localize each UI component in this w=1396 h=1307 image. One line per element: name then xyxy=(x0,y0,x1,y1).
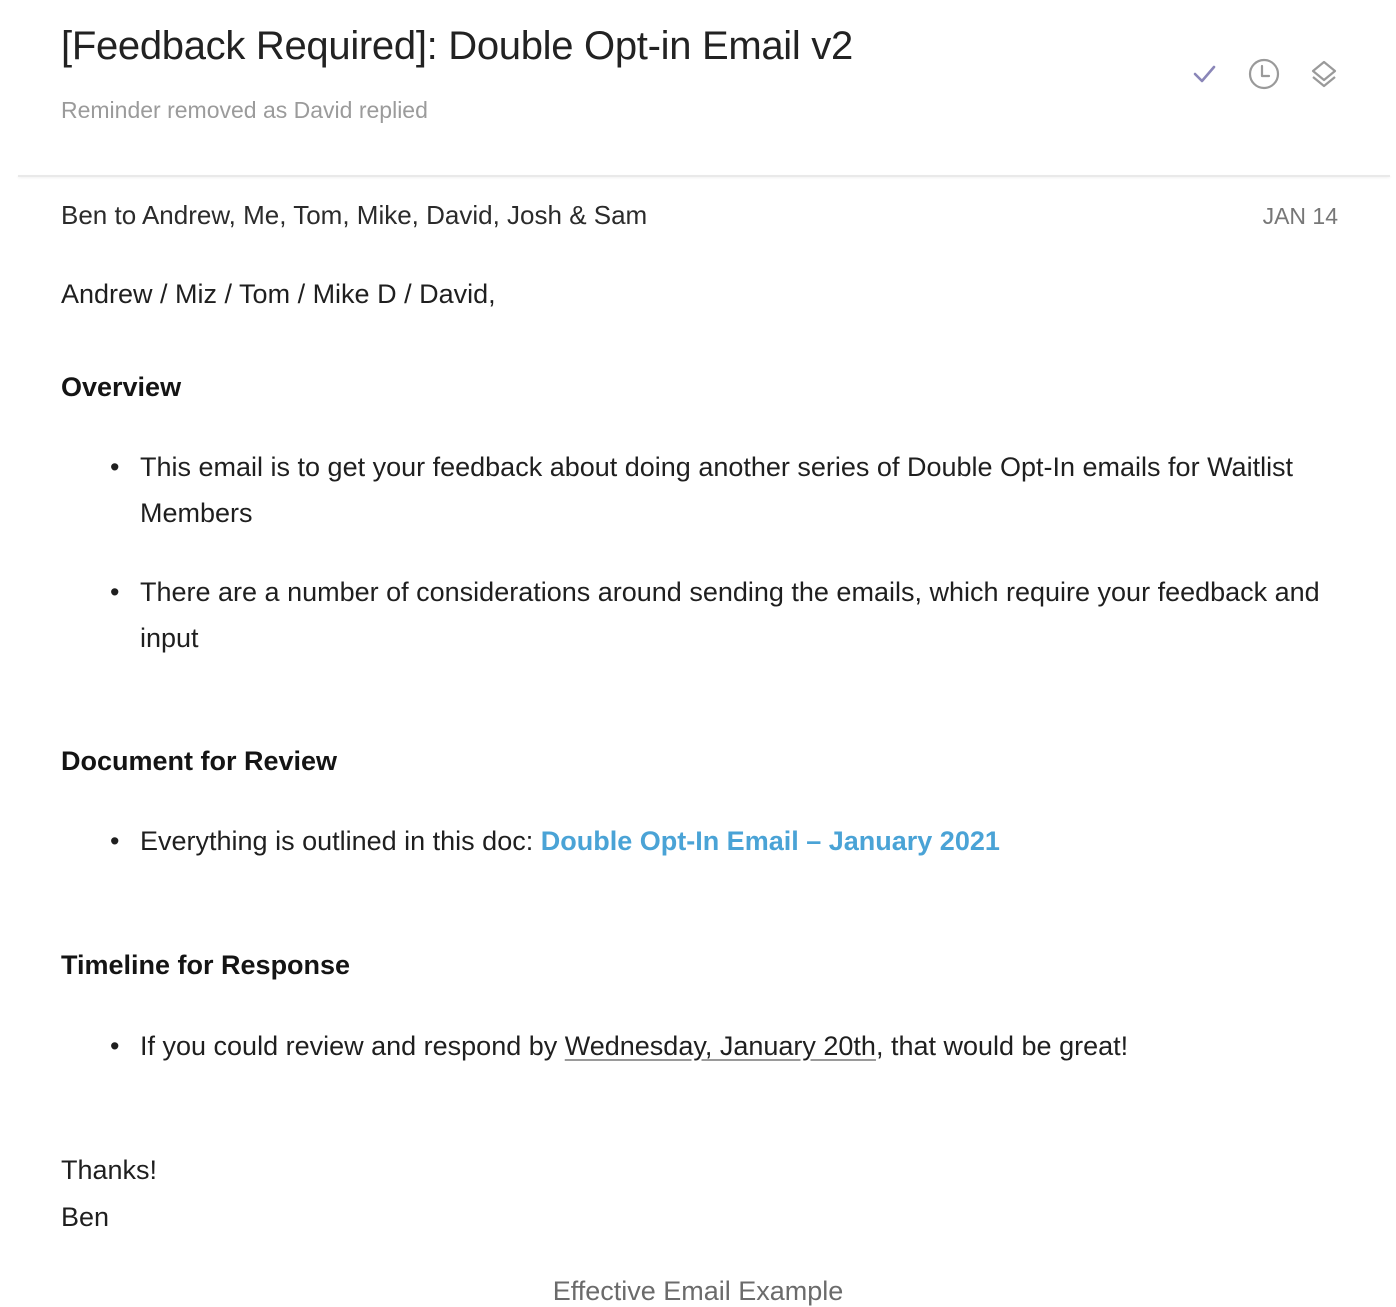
greeting: Andrew / Miz / Tom / Mike D / David, xyxy=(61,279,496,309)
list-item xyxy=(110,1023,1330,1069)
section-heading-timeline: Timeline for Response xyxy=(61,950,351,980)
message-date: JAN 14 xyxy=(1262,203,1338,229)
bullet-icon: • xyxy=(110,826,120,856)
header-divider xyxy=(18,175,1390,177)
layers-icon[interactable] xyxy=(1306,56,1342,92)
doc-link[interactable]: Double Opt-In Email – January 2021 xyxy=(540,826,1000,856)
reminder-status: Reminder removed as David replied xyxy=(61,97,428,123)
sender-recipients[interactable]: Ben to Andrew, Me, Tom, Mike, David, Josh & Sam xyxy=(61,200,648,230)
email-subject: [Feedback Required]: Double Opt-in Email v2 xyxy=(61,24,853,68)
section-heading-document: Document for Review xyxy=(61,746,338,776)
bullet-icon: • xyxy=(110,577,120,607)
list-item: • This email is to get your feedback about doing another series of Double Opt-In emails for Waitlist Members xyxy=(110,444,1330,536)
list-item xyxy=(110,818,1330,864)
checkmark-icon[interactable] xyxy=(1186,56,1222,92)
list-item: • There are a number of considerations around sending the emails, which require your feedback and input xyxy=(110,569,1330,661)
deadline-date[interactable]: Wednesday, January 20th xyxy=(564,1031,876,1061)
timeline-text-suffix: , that would be great! xyxy=(875,1031,1129,1061)
section-heading-overview: Overview xyxy=(61,372,182,402)
figure-caption: Effective Email Example xyxy=(552,1276,844,1306)
doc-bullet-text: Everything is outlined in this doc: xyxy=(140,826,541,856)
bullet-icon: • xyxy=(110,452,120,482)
clock-icon[interactable] xyxy=(1246,56,1282,92)
signature: Ben xyxy=(61,1202,110,1232)
closing: Thanks! xyxy=(61,1155,158,1185)
header-actions xyxy=(1184,56,1344,94)
timeline-text-prefix: If you could review and respond by xyxy=(140,1031,565,1061)
bullet-icon: • xyxy=(110,1031,120,1061)
email-header xyxy=(0,0,1396,176)
